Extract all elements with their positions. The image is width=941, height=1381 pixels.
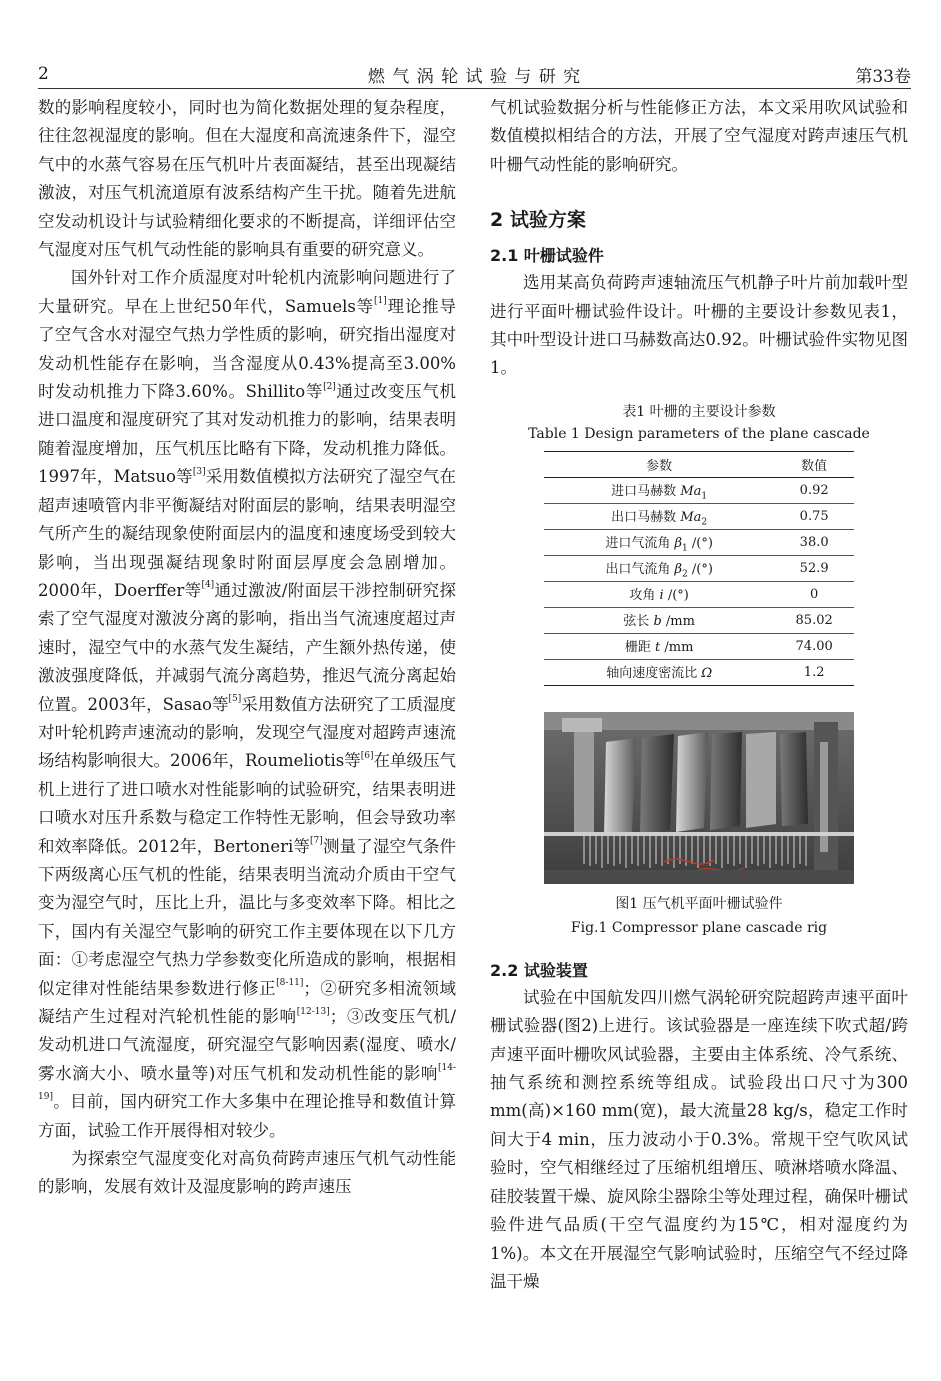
parameter-label: 出口马赫数 — [611, 509, 681, 525]
text: 理论推导了空气含水对湿空气热力学性质的影响，研究指出湿度对发动机性能存在影响，当含湿度从0.43%提高至3.00%时发动机推力下降3.60%。Shillito等 — [38, 296, 456, 402]
parameter-name — [544, 659, 774, 685]
parameter-name — [544, 529, 774, 555]
table-row — [544, 659, 854, 685]
subsection-heading-2-2: 2.2 试验装置 — [490, 960, 588, 980]
parameter-symbol: t — [655, 639, 661, 655]
figure-caption-cn: 图1 压气机平面叶栅试验件 — [615, 895, 783, 912]
citation[interactable]: [7] — [310, 836, 323, 847]
right-column — [490, 94, 908, 1296]
citation[interactable]: [5] — [228, 694, 242, 705]
parameter-symbol: β — [674, 561, 683, 577]
paragraph-continued-right: 气机试验数据分析与性能修正方法，本文采用吹风试验和数值模拟相结合的方法，开展了空气湿度对跨声速压气机叶栅气动性能的影响研究。 — [490, 98, 908, 174]
text: 通过激波/附面层干涉控制研究探索了空气湿度对激波分离的影响，指出当气流速度超过声速时，湿空气中的水蒸气发生凝结，产生额外热传递，使激波强度降低，并减弱气流分离趋势，推迟气流分离起始位置。2003年，Sasao等 — [38, 580, 456, 714]
citation[interactable]: [6] — [360, 750, 374, 761]
parameter-label: 进口马赫数 — [611, 483, 681, 499]
text: 。目前，国内研究工作大多集中在理论推导和数值计算方面，试验工作开展得相对较少。 — [38, 1092, 456, 1140]
table-row — [544, 529, 854, 555]
citation[interactable]: [14-19] — [38, 1063, 456, 1102]
parameter-symbol: Ma — [680, 509, 702, 525]
parameter-symbol: i — [659, 587, 664, 603]
citation[interactable]: [3] — [192, 466, 206, 477]
parameter-name — [544, 633, 774, 659]
parameter-label: 轴向速度密流比 — [606, 665, 702, 681]
journal-title: 燃 气 涡 轮 试 验 与 研 究 — [367, 67, 582, 87]
column-header-parameter: 参数 — [544, 451, 774, 477]
parameter-subscript: 1 — [701, 491, 708, 502]
left-column — [38, 94, 456, 1202]
parameter-label: 进口气流角 — [605, 535, 675, 551]
parameter-symbol: b — [653, 613, 662, 629]
parameter-subscript: 2 — [682, 569, 688, 580]
parameter-name — [544, 555, 774, 581]
design-parameters-table — [544, 451, 854, 686]
parameter-label: 弦长 — [623, 613, 654, 629]
parameter-unit: /(°) — [687, 561, 713, 577]
parameter-label: 出口气流角 — [605, 561, 675, 577]
table-row — [544, 503, 854, 529]
table-row — [544, 581, 854, 607]
parameter-value: 0.75 — [774, 503, 854, 529]
text: ；③改变压气机/发动机进口气流湿度，研究湿空气影响因素(湿度、喷水/雾水滴大小、喷水量等)对压气机和发动机性能的影响 — [38, 1007, 457, 1083]
citation[interactable]: [12-13] — [296, 1006, 330, 1017]
parameter-unit: /mm — [661, 613, 695, 629]
paragraph-foreign-research — [38, 264, 456, 1145]
table-row — [544, 555, 854, 581]
citation[interactable]: [8-11] — [276, 978, 304, 989]
parameter-value: 85.02 — [774, 607, 854, 633]
parameter-value: 0.92 — [799, 482, 829, 498]
cascade-rig-photo — [544, 712, 854, 884]
parameter-value: 38.0 — [774, 529, 854, 555]
paragraph-continued: 数的影响程度较小，同时也为简化数据处理的复杂程度，往往忽视湿度的影响。但在大湿度和高流速条件下，湿空气中的水蒸气容易在压气机叶片表面凝结，甚至出现凝结激波，对压气机流道原有波系结构产生干扰。随着先进航空发动机设计与试验精细化要求的不断提高，详细评估空气湿度对压气机气动性能的影响具有重要的研究意义。 — [38, 98, 456, 260]
paragraph-cascade: 选用某高负荷跨声速轴流压气机静子叶片前加载叶型进行平面叶栅试验件设计。叶栅的主要设计参数见表1，其中叶型设计进口马赫数高达0.92。叶栅试验件实物见图1。 — [490, 273, 908, 378]
parameter-value: 0 — [774, 581, 854, 607]
section-heading-2: 2 试验方案 — [490, 209, 586, 232]
table-body — [544, 477, 854, 685]
page-number: 2 — [38, 64, 49, 84]
parameter-name — [544, 477, 774, 503]
citation[interactable]: [2] — [323, 381, 336, 392]
column-header-value: 数值 — [774, 451, 854, 477]
parameter-value: 1.2 — [774, 659, 854, 685]
table-caption-cn: 表1 叶栅的主要设计参数 — [622, 403, 776, 420]
table-header-row — [544, 451, 854, 477]
text: 测量了湿空气条件下两级离心压气机的性能，结果表明当流动介质由干空气变为湿空气时，压比上升，温比与多变效率下降。相比之下，国内有关湿空气影响的研究工作主要体现在以下几方面：①考虑湿空气热力学参数变化所造成的影响，根据相似定律对性能结果参数进行修正 — [38, 836, 457, 998]
text: 采用数值方法研究了工质湿度对叶轮机跨声速流动的影响，发现空气湿度对超跨声速流场结构影响很大。2006年，Roumeliotis等 — [38, 694, 456, 771]
parameter-subscript: 2 — [701, 517, 708, 528]
table-row — [544, 633, 854, 659]
parameter-subscript: 1 — [682, 543, 688, 554]
citation[interactable]: [4] — [201, 580, 215, 591]
parameter-name — [544, 607, 774, 633]
table-row — [544, 477, 854, 503]
table-row — [544, 607, 854, 633]
parameter-unit: /mm — [660, 639, 694, 655]
cascade-rig-image — [544, 712, 854, 884]
parameter-symbol: β — [674, 535, 683, 551]
parameter-name — [544, 503, 774, 529]
parameter-unit: /(°) — [663, 587, 689, 603]
text: 采用数值模拟方法研究了湿空气在超声速喷管内非平衡凝结对附面层的影响，结果表明湿空气所产生的凝结现象使附面层内的温度和速度场受到较大影响，当出现强凝结现象时附面层厚度会急剧增加。2000年，Doerffer等 — [38, 467, 457, 600]
table-caption-en: Table 1 Design parameters of the plane cascade — [528, 425, 870, 442]
running-header — [38, 62, 911, 89]
subsection-heading-2-1: 2.1 叶栅试验件 — [490, 246, 604, 266]
parameter-value: 74.00 — [774, 633, 854, 659]
parameter-symbol: Ω — [701, 665, 713, 681]
text: 国外针对工作介质湿度对叶轮机内流影响问题进行了大量研究。早在上世纪50年代，Samuels等 — [38, 268, 456, 316]
citation[interactable]: [1] — [373, 296, 387, 307]
parameter-symbol: Ma — [680, 483, 702, 499]
parameter-value: 52.9 — [774, 555, 854, 581]
paragraph-purpose: 为探索空气湿度变化对高负荷跨声速压气机气动性能的影响，发展有效计及湿度影响的跨声速压 — [38, 1149, 456, 1197]
text: 在单级压气机上进行了进口喷水对性能影响的试验研究，结果表明进口喷水对压升系数与稳定工作特性无影响，但会导致功率和效率降低。2012年，Bertoneri等 — [38, 751, 456, 856]
parameter-label: 栅距 — [624, 639, 656, 655]
volume-label: 第33卷 — [855, 67, 911, 87]
figure-caption-en: Fig.1 Compressor plane cascade rig — [570, 919, 828, 936]
parameter-name — [544, 581, 774, 607]
text: ；②研究多相流领域凝结产生过程对汽轮机性能的影响 — [38, 978, 457, 1026]
text: 通过改变压气机进口温度和湿度研究了其对发动机推力的影响，结果表明随着湿度增加，压气机压比略有下降，发动机推力降低。1997年，Matsuo等 — [38, 382, 456, 487]
paragraph-test-facility: 试验在中国航发四川燃气涡轮研究院超跨声速平面叶栅试验器(图2)上进行。该试验器是一座连续下吹式超/跨声速平面叶栅吹风试验器，主要由主体系统、冷气系统、抽气系统和测控系统等组成。试验段出口尺寸为300 mm(高)×160 mm(宽)，最大流量28 kg/s，稳定工作时间大于4 min，压力波动小于0.3%。常规干空气吹风试验时，空气相继经过了压缩机组增压、喷淋塔喷水降温、硅胶装置干燥、旋风除尘器除尘等处理过程，确保叶栅试验件进气品质(干空气温度约为15℃，相对湿度约为1%)。本文在开展湿空气影响试验时，压缩空气不经过降温干燥 — [490, 987, 908, 1291]
parameter-unit: /(°) — [687, 535, 713, 551]
parameter-label: 攻角 — [629, 587, 660, 603]
